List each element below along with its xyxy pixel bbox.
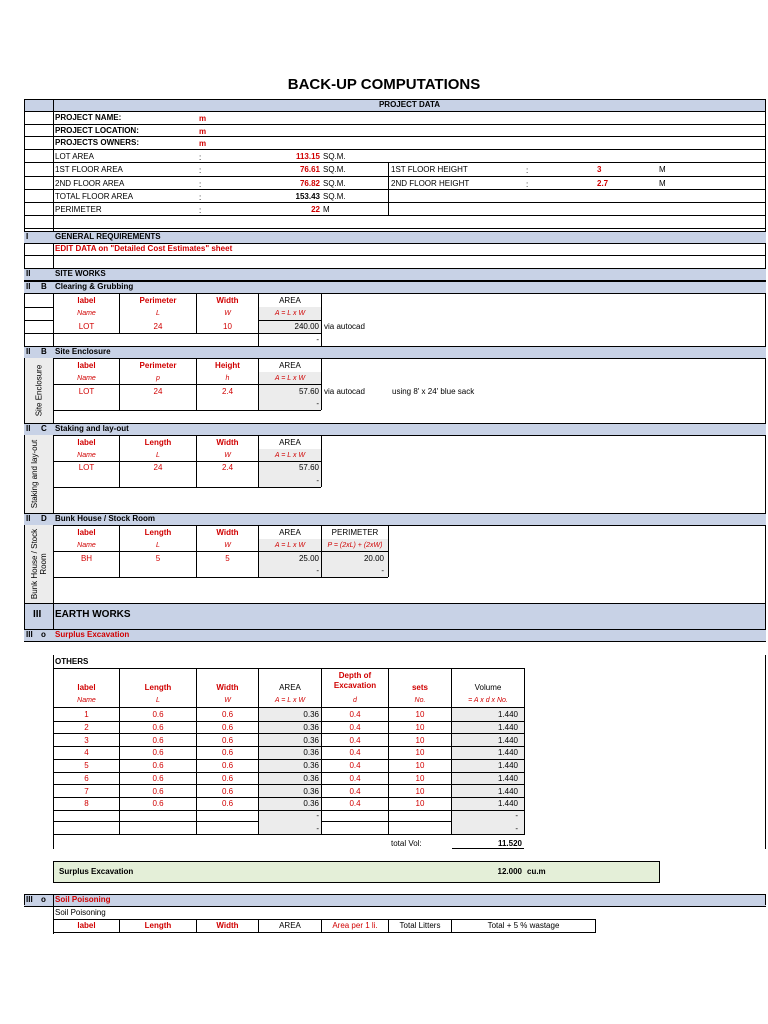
others-s-depth: d xyxy=(353,697,357,704)
others-cell-volume: 1.440 xyxy=(497,761,518,770)
clearing-title: Clearing & Grubbing xyxy=(55,282,134,291)
enclosure-h-label: label xyxy=(77,361,96,370)
lot-area-label: LOT AREA xyxy=(55,152,94,161)
clearing-h-width: Width xyxy=(216,296,239,305)
bunk-h-label: label xyxy=(77,528,96,537)
staking-s-length: L xyxy=(156,452,160,459)
others-cell-sets: 10 xyxy=(415,748,425,757)
bunk-s-label: Name xyxy=(77,542,96,549)
others-cell-depth: 0.4 xyxy=(349,761,361,770)
bunk-side-label: Bunk House / Stock Room xyxy=(30,528,48,600)
soil-h-length: Length xyxy=(144,921,172,930)
bunk-r-area: 25.00 xyxy=(298,554,319,563)
floor1-height-value: 3 xyxy=(597,165,602,174)
perimeter-value: 22 xyxy=(311,205,320,214)
site-works-title: SITE WORKS xyxy=(55,269,106,278)
enclosure-r-perimeter: 24 xyxy=(153,387,163,396)
soil-h-total: Total Litters xyxy=(399,921,441,930)
total-vol-value: 11.520 xyxy=(497,839,522,848)
soil-num: III xyxy=(26,895,33,904)
staking-h-area: AREA xyxy=(279,438,301,447)
others-cell-sets: 10 xyxy=(415,774,425,783)
others-cell-depth: 0.4 xyxy=(349,787,361,796)
staking-num: II xyxy=(26,424,31,433)
others-h-sets: sets xyxy=(411,683,428,692)
enclosure-r-label: LOT xyxy=(78,387,95,396)
soil-h-area-per: Area per 1 li. xyxy=(332,921,378,930)
others-cell-length: 0.6 xyxy=(152,799,164,808)
floor2-area-unit: SQ.M. xyxy=(323,179,346,188)
clearing-r-note: via autocad xyxy=(324,322,365,331)
general-title: GENERAL REQUIREMENTS xyxy=(55,232,161,241)
others-cell-sets: 10 xyxy=(415,799,425,808)
enclosure-h-height: Height xyxy=(215,361,240,370)
project-data-header: PROJECT DATA xyxy=(378,100,441,109)
total-area-unit: SQ.M. xyxy=(323,192,346,201)
bunk-r-width: 5 xyxy=(225,554,230,563)
colon: : xyxy=(199,166,202,175)
colon: : xyxy=(526,166,529,175)
enclosure-h-area: AREA xyxy=(279,361,301,370)
staking-r-area: 57.60 xyxy=(298,463,319,472)
floor2-height-unit: M xyxy=(659,179,666,188)
others-cell-length: 0.6 xyxy=(152,736,164,745)
others-cell-sets: 10 xyxy=(415,787,425,796)
total-area-value: 153.43 xyxy=(295,192,320,201)
enclosure-s-perimeter: p xyxy=(156,375,160,382)
staking-r-length: 24 xyxy=(153,463,163,472)
table-row-divider xyxy=(53,721,525,722)
project-owners-value: m xyxy=(199,139,207,148)
staking-h-width: Width xyxy=(216,438,239,447)
others-cell-volume: 1.440 xyxy=(497,723,518,732)
others-s-area: A = L x W xyxy=(274,697,306,704)
soil-band xyxy=(24,894,766,907)
enclosure-s-label: Name xyxy=(77,375,96,382)
clearing-s-area: A = L x W xyxy=(274,310,306,317)
table-row-divider xyxy=(53,772,525,773)
surplus-summary-label: Surplus Excavation xyxy=(59,867,134,876)
lot-area-value: 113.15 xyxy=(295,152,320,161)
enclosure-dash: - xyxy=(316,399,319,408)
perimeter-unit: M xyxy=(323,205,330,214)
earth-works-num: III xyxy=(33,609,42,620)
others-cell-length: 0.6 xyxy=(152,748,164,757)
others-s-sets: No. xyxy=(414,697,426,704)
table-row-divider xyxy=(53,746,525,747)
others-cell-width: 0.6 xyxy=(221,723,234,732)
others-cell-area: 0.36 xyxy=(303,799,319,808)
enclosure-h-perimeter: Perimeter xyxy=(139,361,177,370)
bunk-s-width: W xyxy=(224,542,231,549)
others-cell-width: 0.6 xyxy=(221,787,234,796)
bunk-title: Bunk House / Stock Room xyxy=(55,514,156,523)
project-name-value: m xyxy=(199,114,207,123)
others-h-area: AREA xyxy=(279,683,301,692)
soil-h-area: AREA xyxy=(279,921,301,930)
floor2-height-value: 2.7 xyxy=(597,179,609,188)
soil-h-width: Width xyxy=(216,921,239,930)
others-cell-length: 0.6 xyxy=(152,761,164,770)
table-row-divider xyxy=(53,733,525,734)
enclosure-side-label: Site Enclosure xyxy=(34,364,44,417)
others-cell-label: 5 xyxy=(84,761,89,770)
site-works-num: II xyxy=(26,269,31,278)
others-cell-depth: 0.4 xyxy=(349,736,361,745)
earth-works-band xyxy=(24,603,766,630)
others-dash-volume-1: - xyxy=(515,811,518,820)
bunk-h-width: Width xyxy=(216,528,239,537)
enclosure-title: Site Enclosure xyxy=(55,347,111,356)
others-h-volume: Volume xyxy=(474,683,502,692)
others-cell-label: 2 xyxy=(84,723,89,732)
table-row-divider xyxy=(53,759,525,760)
clearing-r-area: 240.00 xyxy=(294,322,319,331)
clearing-h-label: label xyxy=(77,296,96,305)
general-num: I xyxy=(26,232,29,241)
bunk-r-perimeter: 20.00 xyxy=(363,554,384,563)
others-label: OTHERS xyxy=(55,657,89,666)
enclosure-r-note2: using 8' x 24' blue sack xyxy=(392,387,475,396)
others-dash-area-2: - xyxy=(316,824,319,833)
total-vol-label: total Vol: xyxy=(391,839,422,848)
surplus-summary-unit: cu.m xyxy=(527,867,546,876)
clearing-r-width: 10 xyxy=(223,322,232,331)
floor1-area-value: 76.61 xyxy=(299,165,320,174)
clearing-r-label: LOT xyxy=(78,322,95,331)
soil-letter: o xyxy=(41,895,46,904)
soil-h-label: label xyxy=(77,921,96,930)
others-h-depth: Depth of Excavation xyxy=(333,671,377,690)
others-cell-depth: 0.4 xyxy=(349,723,361,732)
others-dash-volume-2: - xyxy=(515,824,518,833)
others-cell-label: 3 xyxy=(84,736,89,745)
staking-s-area: A = L x W xyxy=(274,452,306,459)
project-name-label: PROJECT NAME: xyxy=(55,113,122,122)
bunk-r-label: BH xyxy=(80,554,93,563)
others-cell-volume: 1.440 xyxy=(497,774,518,783)
clearing-num: II xyxy=(26,282,31,291)
floor1-area-unit: SQ.M. xyxy=(323,165,346,174)
earth-works-title: EARTH WORKS xyxy=(55,609,131,620)
clearing-s-perimeter: L xyxy=(156,310,160,317)
enclosure-r-area: 57.60 xyxy=(298,387,319,396)
page-title: BACK-UP COMPUTATIONS xyxy=(287,76,481,93)
perimeter-label: PERIMETER xyxy=(55,205,102,214)
others-cell-width: 0.6 xyxy=(221,736,234,745)
others-cell-label: 1 xyxy=(84,710,89,719)
others-s-width: W xyxy=(224,697,231,704)
surplus-num: III xyxy=(26,630,33,639)
others-cell-sets: 10 xyxy=(415,723,425,732)
bunk-s-perimeter: P = (2xL) + (2xW) xyxy=(327,542,383,549)
clearing-band xyxy=(24,281,766,294)
staking-h-length: Length xyxy=(144,438,172,447)
floor1-height-label: 1ST FLOOR HEIGHT xyxy=(391,165,468,174)
surplus-letter: o xyxy=(41,630,46,639)
clearing-h-perimeter: Perimeter xyxy=(139,296,177,305)
enclosure-s-height: h xyxy=(225,375,230,382)
bunk-dash-perimeter: - xyxy=(381,566,384,575)
staking-s-label: Name xyxy=(77,452,96,459)
lot-area-unit: SQ.M. xyxy=(323,152,346,161)
table-row-divider xyxy=(53,797,525,798)
others-cell-width: 0.6 xyxy=(221,710,234,719)
others-cell-width: 0.6 xyxy=(221,799,234,808)
others-cell-depth: 0.4 xyxy=(349,710,361,719)
others-cell-depth: 0.4 xyxy=(349,774,361,783)
bunk-h-area: AREA xyxy=(279,528,301,537)
staking-dash: - xyxy=(316,476,319,485)
floor2-area-value: 76.82 xyxy=(299,179,320,188)
enclosure-r-height: 2.4 xyxy=(221,387,234,396)
clearing-h-area: AREA xyxy=(279,296,301,305)
others-cell-sets: 10 xyxy=(415,761,425,770)
colon: : xyxy=(199,193,202,202)
enclosure-s-area: A = L x W xyxy=(274,375,306,382)
floor2-height-label: 2ND FLOOR HEIGHT xyxy=(391,179,470,188)
others-cell-label: 4 xyxy=(84,748,89,757)
others-cell-area: 0.36 xyxy=(303,748,319,757)
enclosure-num: II xyxy=(26,347,31,356)
others-cell-length: 0.6 xyxy=(152,787,164,796)
others-h-length: Length xyxy=(144,683,172,692)
colon: : xyxy=(199,206,202,215)
others-cell-area: 0.36 xyxy=(303,787,319,796)
others-h-label: label xyxy=(77,683,96,692)
project-location-value: m xyxy=(199,127,207,136)
others-cell-volume: 1.440 xyxy=(497,787,518,796)
staking-title: Staking and lay-out xyxy=(55,424,129,433)
bunk-h-perimeter: PERIMETER xyxy=(331,528,379,537)
soil-sub: Soil Poisoning xyxy=(55,908,106,917)
bunk-s-area: A = L x W xyxy=(274,542,306,549)
others-cell-label: 7 xyxy=(84,787,89,796)
others-s-label: Name xyxy=(77,697,96,704)
colon: : xyxy=(199,153,202,162)
project-owners-label: PROJECTS OWNERS: xyxy=(55,138,140,147)
others-cell-width: 0.6 xyxy=(221,774,234,783)
others-cell-area: 0.36 xyxy=(303,710,319,719)
others-cell-length: 0.6 xyxy=(152,723,164,732)
others-cell-length: 0.6 xyxy=(152,710,164,719)
surplus-title: Surplus Excavation xyxy=(55,630,130,639)
others-cell-label: 6 xyxy=(84,774,89,783)
floor2-area-label: 2ND FLOOR AREA xyxy=(55,179,125,188)
staking-h-label: label xyxy=(77,438,96,447)
colon: : xyxy=(199,180,202,189)
project-location-label: PROJECT LOCATION: xyxy=(55,126,139,135)
bunk-num: II xyxy=(26,514,31,523)
others-cell-area: 0.36 xyxy=(303,774,319,783)
enclosure-band xyxy=(24,346,766,359)
others-cell-volume: 1.440 xyxy=(497,736,518,745)
enclosure-letter: B xyxy=(41,347,47,356)
others-cell-sets: 10 xyxy=(415,736,425,745)
others-s-volume: = A x d x No. xyxy=(468,697,508,704)
general-note: EDIT DATA on "Detailed Cost Estimates" sheet xyxy=(55,244,233,253)
others-cell-volume: 1.440 xyxy=(497,748,518,757)
site-works-band xyxy=(24,268,766,281)
floor1-height-unit: M xyxy=(659,165,666,174)
staking-r-label: LOT xyxy=(78,463,95,472)
bunk-h-length: Length xyxy=(144,528,172,537)
bunk-r-length: 5 xyxy=(155,554,161,563)
others-cell-width: 0.6 xyxy=(221,761,234,770)
others-cell-volume: 1.440 xyxy=(497,799,518,808)
bunk-s-length: L xyxy=(156,542,160,549)
table-row-divider xyxy=(53,784,525,785)
clearing-s-width: W xyxy=(224,310,231,317)
staking-letter: C xyxy=(41,424,47,433)
others-cell-area: 0.36 xyxy=(303,761,319,770)
total-area-label: TOTAL FLOOR AREA xyxy=(55,192,134,201)
others-cell-area: 0.36 xyxy=(303,723,319,732)
others-cell-width: 0.6 xyxy=(221,748,234,757)
enclosure-r-note: via autocad xyxy=(324,387,365,396)
staking-s-width: W xyxy=(224,452,231,459)
staking-r-width: 2.4 xyxy=(221,463,234,472)
clearing-letter: B xyxy=(41,282,47,291)
others-cell-area: 0.36 xyxy=(303,736,319,745)
soil-title: Soil Poisoning xyxy=(55,895,111,904)
clearing-dash: - xyxy=(316,335,319,344)
surplus-band xyxy=(24,629,766,642)
others-cell-depth: 0.4 xyxy=(349,748,361,757)
others-h-width: Width xyxy=(216,683,239,692)
bunk-dash-area: - xyxy=(316,566,319,575)
floor1-area-label: 1ST FLOOR AREA xyxy=(55,165,123,174)
others-cell-depth: 0.4 xyxy=(349,799,361,808)
surplus-summary-value: 12.000 xyxy=(497,867,522,876)
staking-side-label: Staking and lay-out xyxy=(30,439,39,509)
others-cell-label: 8 xyxy=(84,799,89,808)
others-cell-length: 0.6 xyxy=(152,774,164,783)
colon: : xyxy=(526,180,529,189)
others-cell-sets: 10 xyxy=(415,710,425,719)
others-cell-volume: 1.440 xyxy=(497,710,518,719)
clearing-r-perimeter: 24 xyxy=(153,322,163,331)
soil-h-total5: Total + 5 % wastage xyxy=(487,921,560,930)
others-s-length: L xyxy=(156,697,160,704)
clearing-s-label: Name xyxy=(77,310,96,317)
surplus-summary-bar xyxy=(53,861,660,883)
staking-band xyxy=(24,423,766,436)
others-dash-area-1: - xyxy=(316,811,319,820)
bunk-letter: D xyxy=(41,514,47,523)
